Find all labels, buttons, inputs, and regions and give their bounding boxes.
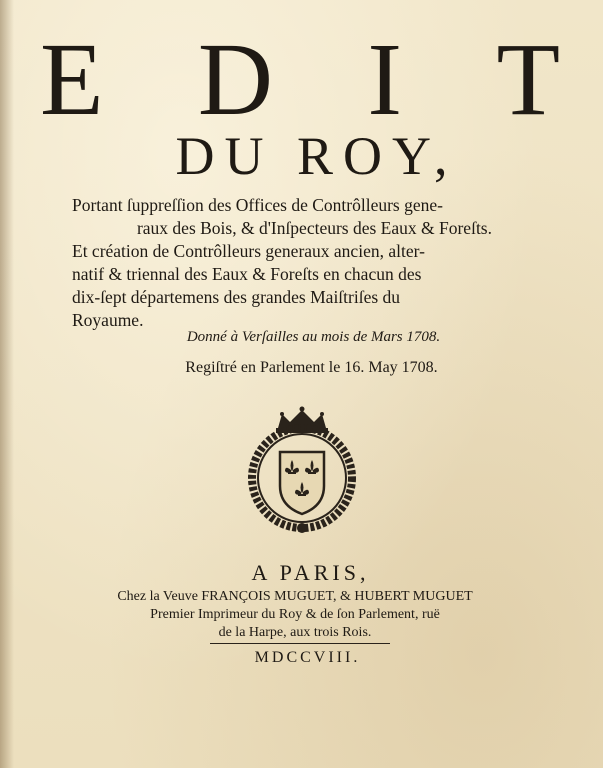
title-du-roy: DU ROY, bbox=[175, 126, 458, 186]
imprint-printer bbox=[60, 588, 530, 642]
title-edit bbox=[40, 22, 560, 137]
printer-line: Chez la Veuve FRANÇOIS MUGUET, & HUBERT MUGUET bbox=[117, 589, 473, 604]
imprint-year: MDCCVIII. bbox=[254, 649, 361, 666]
title-letter: I bbox=[367, 22, 403, 137]
text-line: Et création de Contrôlleurs generaux ancien, alter- bbox=[72, 241, 425, 261]
text-line: Portant ſuppreſſion des Offices de Contrôlleurs gene- bbox=[72, 195, 443, 215]
registered-in-parliament: Regiſtré en Parlement le 16. May 1708. bbox=[185, 359, 438, 376]
text-line: natif & triennal des Eaux & Foreſts en chacun des bbox=[72, 264, 422, 284]
title-letter: D bbox=[197, 22, 274, 137]
royal-arms-icon bbox=[248, 406, 356, 536]
printer-line: Premier Imprimeur du Roy & de ſon Parlement, ruë bbox=[150, 607, 440, 622]
edict-description bbox=[72, 194, 492, 332]
text-line: Royaume. bbox=[72, 310, 144, 330]
title-letter: T bbox=[496, 22, 560, 137]
printer-line: de la Harpe, aux trois Rois. bbox=[218, 625, 372, 640]
title-letter: E bbox=[40, 22, 104, 137]
year-rule bbox=[210, 643, 390, 644]
text-line: raux des Bois, & d'Inſpecteurs des Eaux & Foreſts. bbox=[136, 218, 492, 238]
given-at-versailles: Donné à Verſailles au mois de Mars 1708. bbox=[186, 329, 441, 345]
imprint-city: A PARIS, bbox=[251, 560, 370, 585]
text-line: dix-ſept départemens des grandes Maiſtriſes du bbox=[72, 287, 401, 307]
